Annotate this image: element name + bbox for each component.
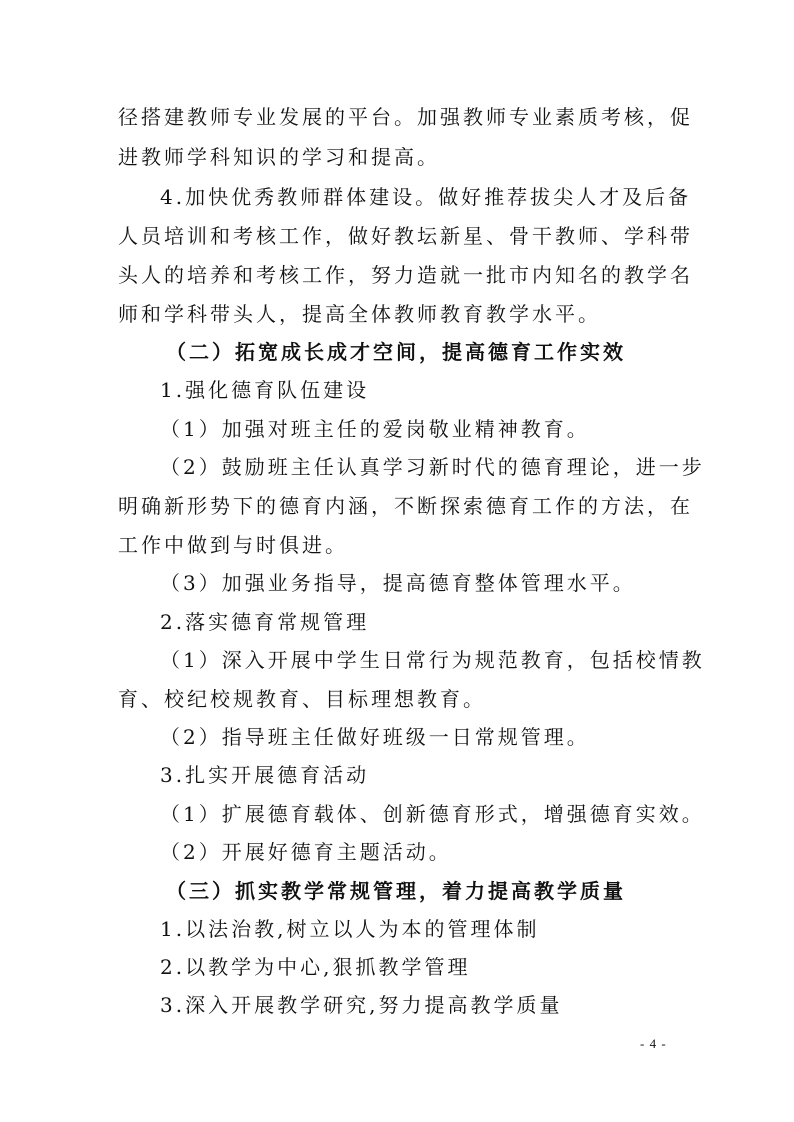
sub-item: （1）加强对班主任的爱岗敬业精神教育。 (160, 417, 590, 441)
sub-item: （3）加强业务指导，提高德育整体管理水平。 (160, 571, 636, 595)
body-text-line: 人员培训和考核工作，做好教坛新星、骨干教师、学科带 (118, 224, 693, 248)
body-text-line: 进教师学科知识的学习和提高。 (118, 145, 440, 169)
body-text-line: 明确新形势下的德育内涵，不断探索德育工作的方法，在 (118, 494, 693, 518)
list-item-heading: 4.加快优秀教师群体建设。做好推荐拔尖人才及后备 (160, 185, 692, 209)
body-text-line: 师和学科带头人，提高全体教师教育教学水平。 (118, 302, 601, 326)
list-item-heading: 1.以法治教,树立以人为本的管理体制 (160, 917, 540, 941)
section-heading: （三）抓实教学常规管理，着力提高教学质量 (166, 879, 626, 903)
list-item-heading: 2.落实德育常规管理 (160, 610, 370, 634)
body-text-line: 育、校纪校规教育、目标理想教育。 (118, 687, 486, 711)
sub-item: （2）鼓励班主任认真学习新时代的德育理论，进一步 (160, 455, 705, 479)
body-text-line: 工作中做到与时俱进。 (118, 533, 348, 557)
page-number: - 4 - (640, 1036, 667, 1051)
sub-item: （2）开展好德育主题活动。 (160, 840, 452, 864)
list-item-heading: 2.以教学为中心,狠抓教学管理 (160, 955, 471, 979)
list-item-heading: 1.强化德育队伍建设 (160, 378, 370, 402)
sub-item: （2）指导班主任做好班级一日常规管理。 (160, 725, 590, 749)
list-item-heading: 3.深入开展教学研究,努力提高教学质量 (160, 993, 563, 1017)
sub-item: （1）深入开展中学生日常行为规范教育，包括校情教 (160, 648, 705, 672)
body-text-line: 径搭建教师专业发展的平台。加强教师专业素质考核，促 (118, 105, 693, 129)
section-heading: （二）拓宽成长成才空间，提高德育工作实效 (166, 340, 626, 364)
sub-item: （1）扩展德育载体、创新德育形式，增强德育实效。 (160, 802, 705, 826)
list-item-heading: 3.扎实开展德育活动 (160, 763, 370, 787)
body-text-line: 头人的培养和考核工作，努力造就一批市内知名的教学名 (118, 263, 693, 287)
